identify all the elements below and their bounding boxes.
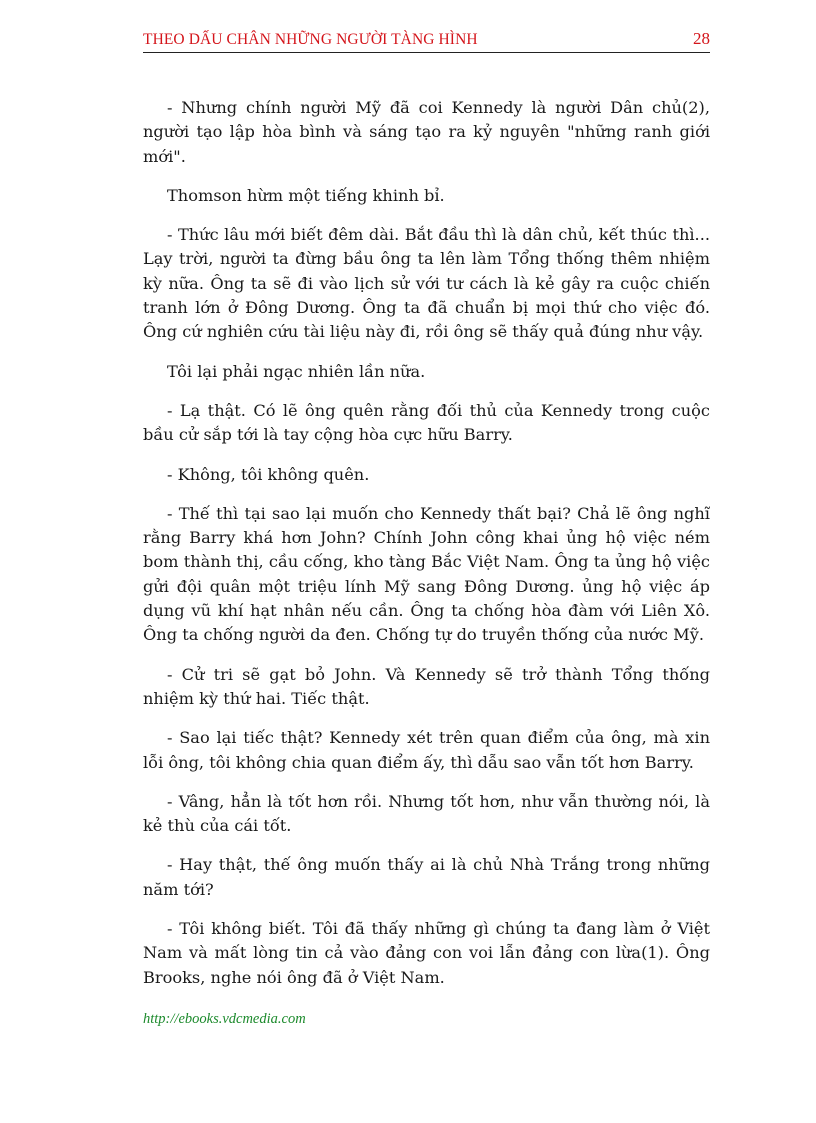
paragraph: - Không, tôi không quên. bbox=[167, 464, 370, 484]
paragraph: - Hay thật, thế ông muốn thấy ai là chủ Nhà Trắng trong những năm tới? bbox=[143, 855, 710, 899]
paragraph: - Thức lâu mới biết đêm dài. Bắt đầu thì là dân chủ, kết thúc thì... Lạy trời, người ta đừng bầu ông ta lên làm Tổng thống thêm nhiệm kỳ nữa. Ông ta sẽ đi vào lịch sử với tư cách là kẻ gây ra cuộc chiến tranh lớn ở Đông Dương. Ông ta đã chuẩn bị mọi thứ cho việc đó. Ông cứ nghiên cứu tài liệu này đi, rồi ông sẽ thấy quả đúng như vậy. bbox=[143, 225, 710, 342]
page-header bbox=[143, 28, 710, 53]
page-number: 28 bbox=[693, 29, 710, 48]
paragraph: Thomson hừm một tiếng khinh bỉ. bbox=[167, 185, 445, 205]
paragraph: - Tôi không biết. Tôi đã thấy những gì chúng ta đang làm ở Việt Nam và mất lòng tin cả vào đảng con voi lẫn đảng con lừa(1). Ông Brooks, nghe nói ông đã ở Việt Nam. bbox=[143, 919, 710, 987]
paragraph: - Vâng, hẳn là tốt hơn rồi. Nhưng tốt hơn, như vẫn thường nói, là kẻ thù của cái tốt. bbox=[143, 791, 710, 836]
paragraph: - Thế thì tại sao lại muốn cho Kennedy thất bại? Chả lẽ ông nghĩ rằng Barry khá hơn John? Chính John công khai ủng hộ việc ném bom thành thị, cầu cống, kho tàng Bắc Việt Nam. Ông ta ủng hộ việc gửi đội quân một triệu lính Mỹ sang Đông Dương. ủng hộ việc áp dụng vũ khí hạt nhân nếu cần. Ông ta chống hòa đàm với Liên Xô. Ông ta chống người da đen. Chống tự do truyền thống của nước Mỹ. bbox=[143, 503, 710, 645]
paragraph: - Lạ thật. Có lẽ ông quên rằng đối thủ của Kennedy trong cuộc bầu cử sắp tới là tay cộng hòa cực hữu Barry. bbox=[143, 400, 710, 445]
book-title: THEO DẤU CHÂN NHỮNG NGƯỜI TÀNG HÌNH bbox=[143, 31, 478, 48]
footer-link[interactable]: http://ebooks.vdcmedia.com bbox=[143, 1011, 306, 1027]
body-text bbox=[143, 96, 710, 1005]
paragraph: - Nhưng chính người Mỹ đã coi Kennedy là người Dân chủ(2), người tạo lập hòa bình và sáng tạo ra kỷ nguyên "những ranh giới mới". bbox=[143, 98, 710, 166]
paragraph: - Sao lại tiếc thật? Kennedy xét trên quan điểm của ông, mà xin lỗi ông, tôi không chia quan điểm ấy, thì dẫu sao vẫn tốt hơn Barry. bbox=[143, 728, 710, 772]
paragraph: - Cử tri sẽ gạt bỏ John. Và Kennedy sẽ trở thành Tổng thống nhiệm kỳ thứ hai. Tiếc thật. bbox=[143, 664, 710, 708]
paragraph: Tôi lại phải ngạc nhiên lần nữa. bbox=[167, 361, 426, 381]
